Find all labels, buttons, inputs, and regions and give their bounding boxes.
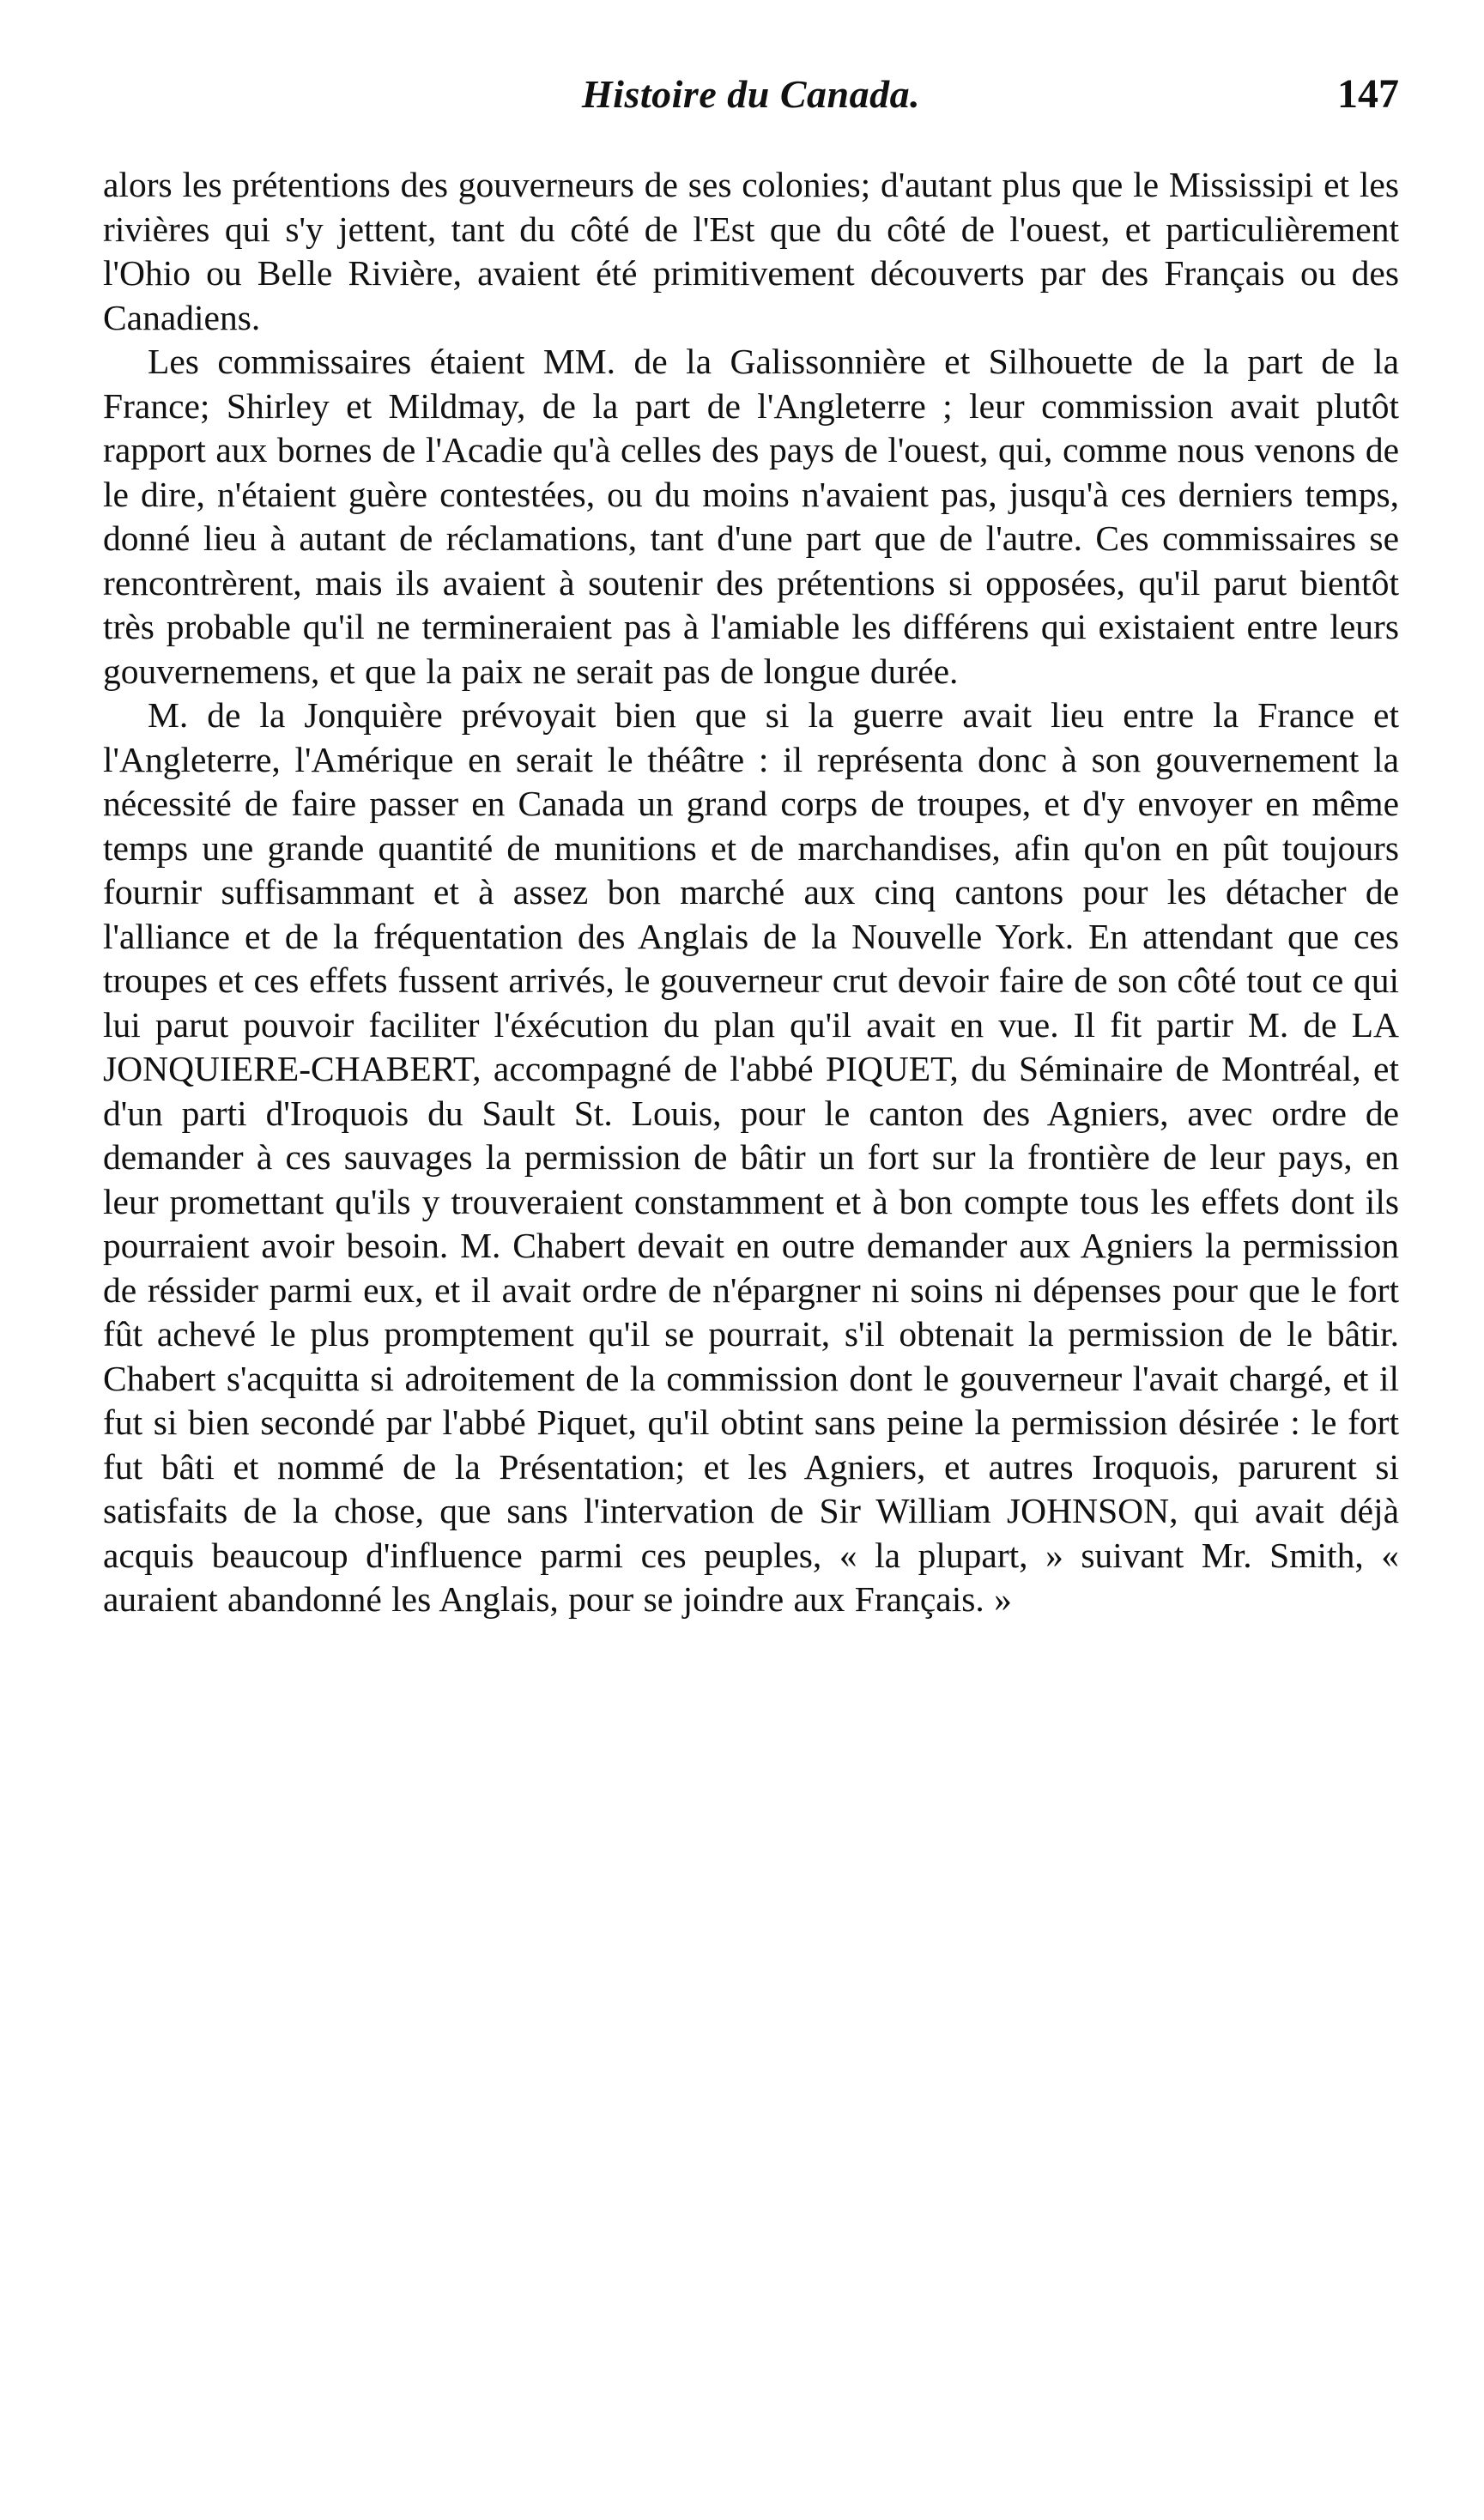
paragraph-2: Les commissaires étaient MM. de la Galissonnière et Silhouette de la part de la France; Shirley et Mildmay, de la part de l'Angleterre ; leur commission avait plutôt rapport aux bornes de l'Acadie qu'à celles des pays de l'ouest, qui, comme nous venons de le dire, n'étaient guère contestées, ou du moins n'avaient pas, jusqu'à ces derniers temps, donné lieu à autant de réclamations, tant d'une part que de l'autre. Ces commissaires se rencontrèrent, mais ils avaient à soutenir des prétentions si opposées, qu'il parut bientôt très probable qu'il ne termineraient pas à l'amiable les différens qui existaient entre leurs gouvernemens, et que la paix ne serait pas de longue durée. <box>103 342 1399 691</box>
page-number: 147 <box>1337 71 1399 117</box>
running-title: Histoire du Canada. <box>581 72 921 116</box>
paragraph-3: M. de la Jonquière prévoyait bien que si la guerre avait lieu entre la France et l'Angleterre, l'Amérique en serait le théâtre : il représenta donc à son gouvernement la nécessité de faire passer en Canada un grand corps de troupes, et d'y envoyer en même temps une grande quantité de munitions et de marchandises, afin qu'on en pût toujours fournir suffisammant et à assez bon marché aux cinq cantons pour les détacher de l'alliance et de la fréquentation des Anglais de la Nouvelle York. En attendant que ces troupes et ces effets fussent arrivés, le gouverneur crut devoir faire de son côté tout ce qui lui parut pouvoir faciliter l'éxécution du plan qu'il avait en vue. Il fit partir M. de LA JONQUIERE-CHABERT, accompagné de l'abbé PIQUET, du Séminaire de Montréal, et d'un parti d'Iroquois du Sault St. Louis, pour le canton des Agniers, avec ordre de demander à ces sauvages la permission de bâtir un fort sur la frontière de leur pays, en leur promettant qu'ils y trouveraient constamment et à bon compte tous les effets dont ils pourraient avoir besoin. M. Chabert devait en outre demander aux Agniers la permission de réssider parmi eux, et il avait ordre de n'épargner ni soins ni dépenses pour que le fort fût achevé le plus promptement qu'il se pourrait, s'il obtenait la permission de le bâtir. Chabert s'acquitta si adroitement de la commission dont le gouverneur l'avait chargé, et il fut si bien secondé par l'abbé Piquet, qu'il obtint sans peine la permission désirée : le fort fut bâti et nommé de la Présentation; et les Agniers, et autres Iroquois, parurent si satisfaits de la chose, que sans l'intervation de Sir William JOHNSON, qui avait déjà acquis beaucoup d'influence parmi ces peuples, « la plupart, » suivant Mr. Smith, « auraient abandonné les Anglais, pour se joindre aux Français. » <box>103 695 1399 1619</box>
body-text <box>103 163 1399 1622</box>
paragraph-1: alors les prétentions des gouverneurs de ses colonies; d'autant plus que le Mississipi et les rivières qui s'y jettent, tant du côté de l'Est que du côté de l'ouest, et particulièrement l'Ohio ou Belle Rivière, avaient été primitivement découverts par des Français ou des Canadiens. <box>103 165 1399 337</box>
running-header <box>103 69 1399 146</box>
book-page <box>103 69 1399 2472</box>
